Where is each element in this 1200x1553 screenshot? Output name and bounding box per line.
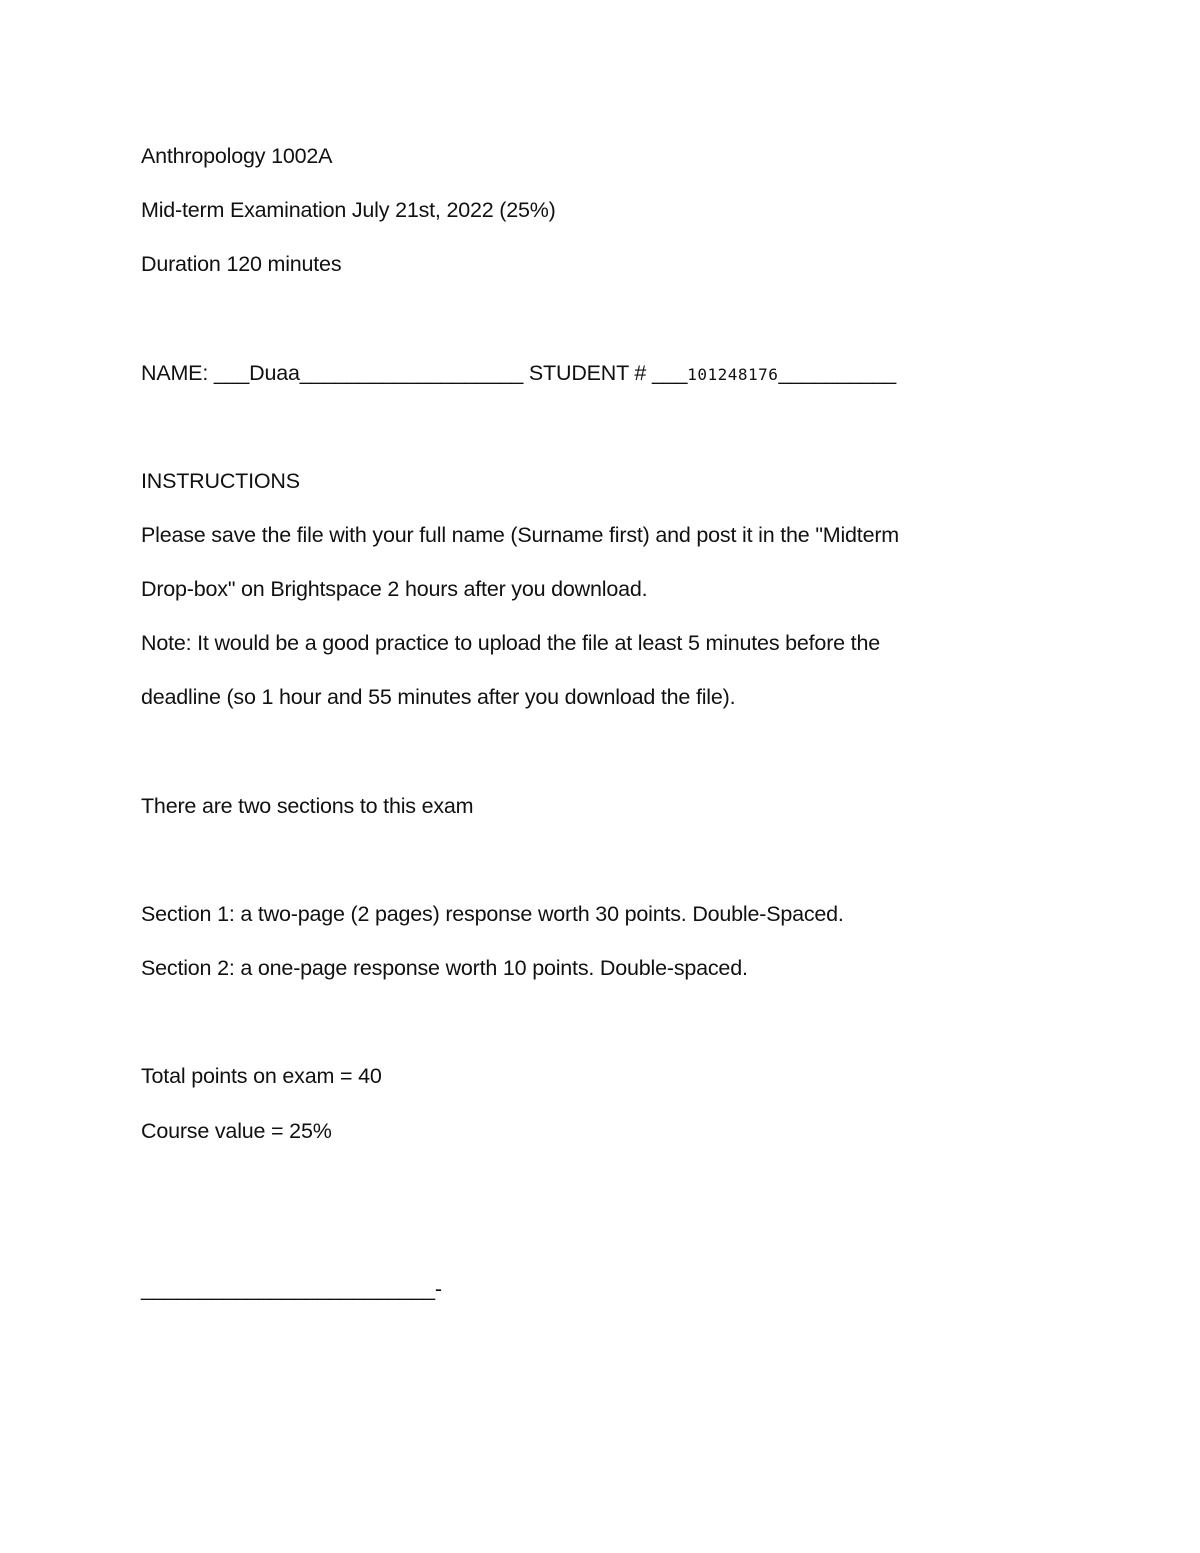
instruction-line: Please save the file with your full name (Surname first) and post it in the "Midterm [141,523,899,547]
exam-title: Mid-term Examination July 21st, 2022 (25%) [141,198,556,222]
divider-line: _________________________- [141,1277,442,1301]
student-number-blank: __________ [778,361,897,385]
course-value: Course value = 25% [141,1119,332,1143]
exam-duration: Duration 120 minutes [141,252,342,276]
student-number-label: STUDENT # ___ [523,361,688,385]
instruction-line: deadline (so 1 hour and 55 minutes after you download the file). [141,685,736,709]
total-points: Total points on exam = 40 [141,1064,382,1088]
name-label: NAME: ___ [141,361,250,385]
course-title: Anthropology 1002A [141,144,333,168]
name-value[interactable]: Duaa [249,361,300,385]
instructions-heading: INSTRUCTIONS [141,469,300,493]
instruction-line: Note: It would be a good practice to upload the file at least 5 minutes before the [141,631,880,655]
instruction-line: Drop-box" on Brightspace 2 hours after you download. [141,577,648,601]
identity-line [141,360,896,388]
name-blank: ___________________ [299,361,524,385]
sections-intro: There are two sections to this exam [141,794,474,818]
section-1-description: Section 1: a two-page (2 pages) response worth 30 points. Double-Spaced. [141,902,844,926]
section-2-description: Section 2: a one-page response worth 10 points. Double-spaced. [141,956,748,980]
student-number-value[interactable]: 101248176 [687,365,779,384]
